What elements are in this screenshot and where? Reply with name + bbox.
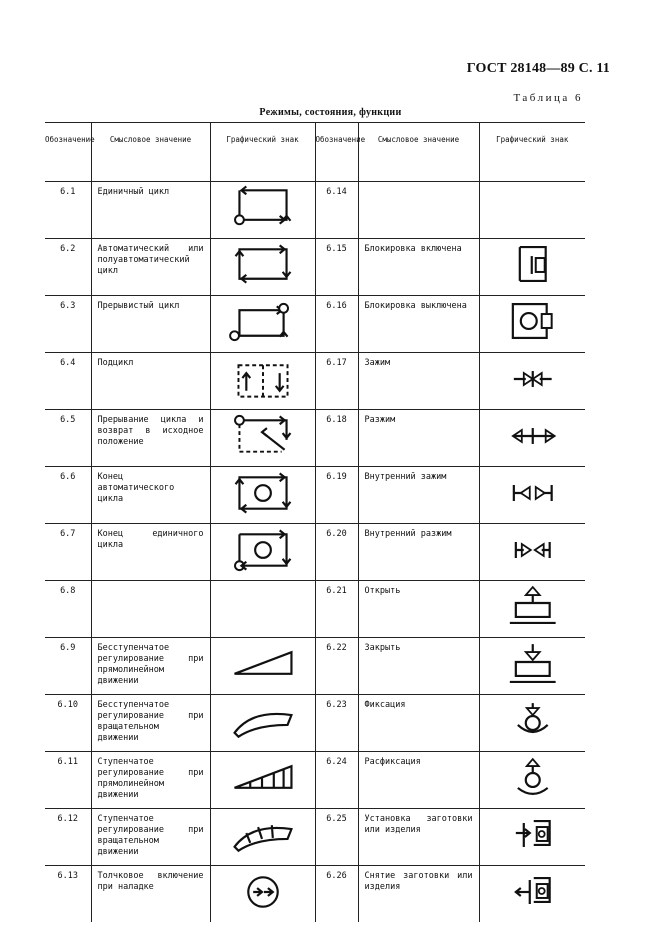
table-row — [45, 866, 585, 923]
row-meaning: Прерывание цикла и возврат в исходное положение — [91, 410, 210, 467]
row-code: 6.17 — [315, 353, 358, 410]
row-code: 6.24 — [315, 752, 358, 809]
row-code: 6.23 — [315, 695, 358, 752]
row-meaning: Внутренний зажим — [358, 467, 479, 524]
row-code: 6.11 — [45, 752, 91, 809]
row-graphic-sign — [210, 239, 315, 296]
row-graphic-sign — [479, 581, 585, 638]
clamp-icon — [480, 353, 586, 405]
unlock-icon — [480, 752, 586, 804]
table-row — [45, 581, 585, 638]
row-code: 6.18 — [315, 410, 358, 467]
row-graphic-sign — [210, 353, 315, 410]
row-graphic-sign — [210, 809, 315, 866]
table-row — [45, 695, 585, 752]
table-row — [45, 353, 585, 410]
row-meaning: Ступенчатое регулирование при вращательном движении — [91, 809, 210, 866]
row-code: 6.10 — [45, 695, 91, 752]
row-code: 6.14 — [315, 182, 358, 239]
row-code: 6.9 — [45, 638, 91, 695]
table-title: Режимы, состояния, функции — [259, 107, 402, 118]
row-meaning: Закрыть — [358, 638, 479, 695]
stepped-linear-icon — [211, 752, 315, 804]
row-meaning: Разжим — [358, 410, 479, 467]
row-graphic-sign — [479, 239, 585, 296]
row-graphic-sign — [479, 809, 585, 866]
row-meaning: Единичный цикл — [91, 182, 210, 239]
row-meaning: Бесступенчатое регулирование при прямолинейном движении — [91, 638, 210, 695]
row-graphic-sign — [479, 866, 585, 923]
row-graphic-sign — [210, 752, 315, 809]
row-meaning: Внутренний разжим — [358, 524, 479, 581]
intermittent-cycle-icon — [211, 296, 315, 348]
unclamp-icon — [480, 410, 586, 462]
row-code: 6.2 — [45, 239, 91, 296]
row-code: 6.13 — [45, 866, 91, 923]
document-header: ГОСТ 28148—89 С. 11 — [466, 61, 610, 76]
row-graphic-sign — [210, 524, 315, 581]
table-header-row — [45, 123, 585, 182]
stepped-rotary-icon — [211, 809, 315, 861]
row-meaning: Блокировка включена — [358, 239, 479, 296]
row-graphic-sign — [479, 353, 585, 410]
load-workpiece-icon — [480, 809, 586, 861]
row-meaning: Конец единичного цикла — [91, 524, 210, 581]
table-row — [45, 239, 585, 296]
column-header-sign: Графический знак — [479, 123, 585, 182]
row-code: 6.1 — [45, 182, 91, 239]
row-meaning: Открыть — [358, 581, 479, 638]
row-graphic-sign — [210, 467, 315, 524]
row-graphic-sign — [210, 638, 315, 695]
row-graphic-sign — [210, 182, 315, 239]
row-code: 6.3 — [45, 296, 91, 353]
jog-mode-icon — [211, 866, 315, 918]
row-graphic-sign — [210, 581, 315, 638]
table-row — [45, 752, 585, 809]
row-meaning: Снятие заготовки или изделия — [358, 866, 479, 923]
row-meaning: Блокировка выключена — [358, 296, 479, 353]
table-row — [45, 410, 585, 467]
internal-unclamp-icon — [480, 524, 586, 576]
row-meaning — [358, 182, 479, 239]
stepless-rotary-icon — [211, 695, 315, 747]
row-graphic-sign — [479, 695, 585, 752]
row-graphic-sign — [479, 524, 585, 581]
row-meaning: Толчковое включение при наладке — [91, 866, 210, 923]
row-code: 6.25 — [315, 809, 358, 866]
column-header-sign: Графический знак — [210, 123, 315, 182]
interlock-on-icon — [480, 239, 586, 291]
lock-icon — [480, 695, 586, 747]
table-row — [45, 638, 585, 695]
row-code: 6.26 — [315, 866, 358, 923]
unload-workpiece-icon — [480, 866, 586, 918]
row-meaning: Автоматический или полуавтоматический цикл — [91, 239, 210, 296]
stepless-linear-icon — [211, 638, 315, 690]
column-header-meaning: Смысловое значение — [358, 123, 479, 182]
row-graphic-sign — [479, 752, 585, 809]
column-header-code: Обозначение — [45, 123, 91, 182]
internal-clamp-icon — [480, 467, 586, 519]
row-graphic-sign — [210, 410, 315, 467]
row-code: 6.20 — [315, 524, 358, 581]
table-row — [45, 182, 585, 239]
row-code: 6.16 — [315, 296, 358, 353]
row-meaning: Фиксация — [358, 695, 479, 752]
row-graphic-sign — [479, 410, 585, 467]
row-code: 6.12 — [45, 809, 91, 866]
row-code: 6.21 — [315, 581, 358, 638]
cycle-interrupt-return-icon — [211, 410, 315, 462]
row-meaning: Установка заготовки или изделия — [358, 809, 479, 866]
table-row — [45, 296, 585, 353]
interlock-off-icon — [480, 296, 586, 348]
table-row — [45, 809, 585, 866]
row-code: 6.4 — [45, 353, 91, 410]
row-meaning: Ступенчатое регулирование при прямолинейном движении — [91, 752, 210, 809]
row-code: 6.19 — [315, 467, 358, 524]
symbols-table — [45, 122, 585, 922]
row-code: 6.5 — [45, 410, 91, 467]
row-code: 6.22 — [315, 638, 358, 695]
table-row — [45, 524, 585, 581]
row-graphic-sign — [479, 182, 585, 239]
row-meaning: Бесступенчатое регулирование при вращательном движении — [91, 695, 210, 752]
table-row — [45, 467, 585, 524]
automatic-cycle-icon — [211, 239, 315, 291]
row-meaning: Прерывистый цикл — [91, 296, 210, 353]
end-automatic-cycle-icon — [211, 467, 315, 519]
row-graphic-sign — [479, 638, 585, 695]
row-code: 6.15 — [315, 239, 358, 296]
row-meaning: Зажим — [358, 353, 479, 410]
row-code: 6.8 — [45, 581, 91, 638]
single-cycle-icon — [211, 182, 315, 234]
row-meaning: Подцикл — [91, 353, 210, 410]
row-graphic-sign — [210, 866, 315, 923]
row-graphic-sign — [479, 296, 585, 353]
row-meaning: Конец автоматического цикла — [91, 467, 210, 524]
open-icon — [480, 581, 586, 633]
end-single-cycle-icon — [211, 524, 315, 576]
close-icon — [480, 638, 586, 690]
row-graphic-sign — [210, 296, 315, 353]
row-code: 6.7 — [45, 524, 91, 581]
row-meaning: Расфиксация — [358, 752, 479, 809]
row-code: 6.6 — [45, 467, 91, 524]
row-meaning — [91, 581, 210, 638]
row-graphic-sign — [479, 467, 585, 524]
table-label: Таблица 6 — [513, 92, 583, 104]
column-header-meaning: Смысловое значение — [91, 123, 210, 182]
column-header-code: Обозначение — [315, 123, 358, 182]
row-graphic-sign — [210, 695, 315, 752]
subcycle-icon — [211, 353, 315, 405]
